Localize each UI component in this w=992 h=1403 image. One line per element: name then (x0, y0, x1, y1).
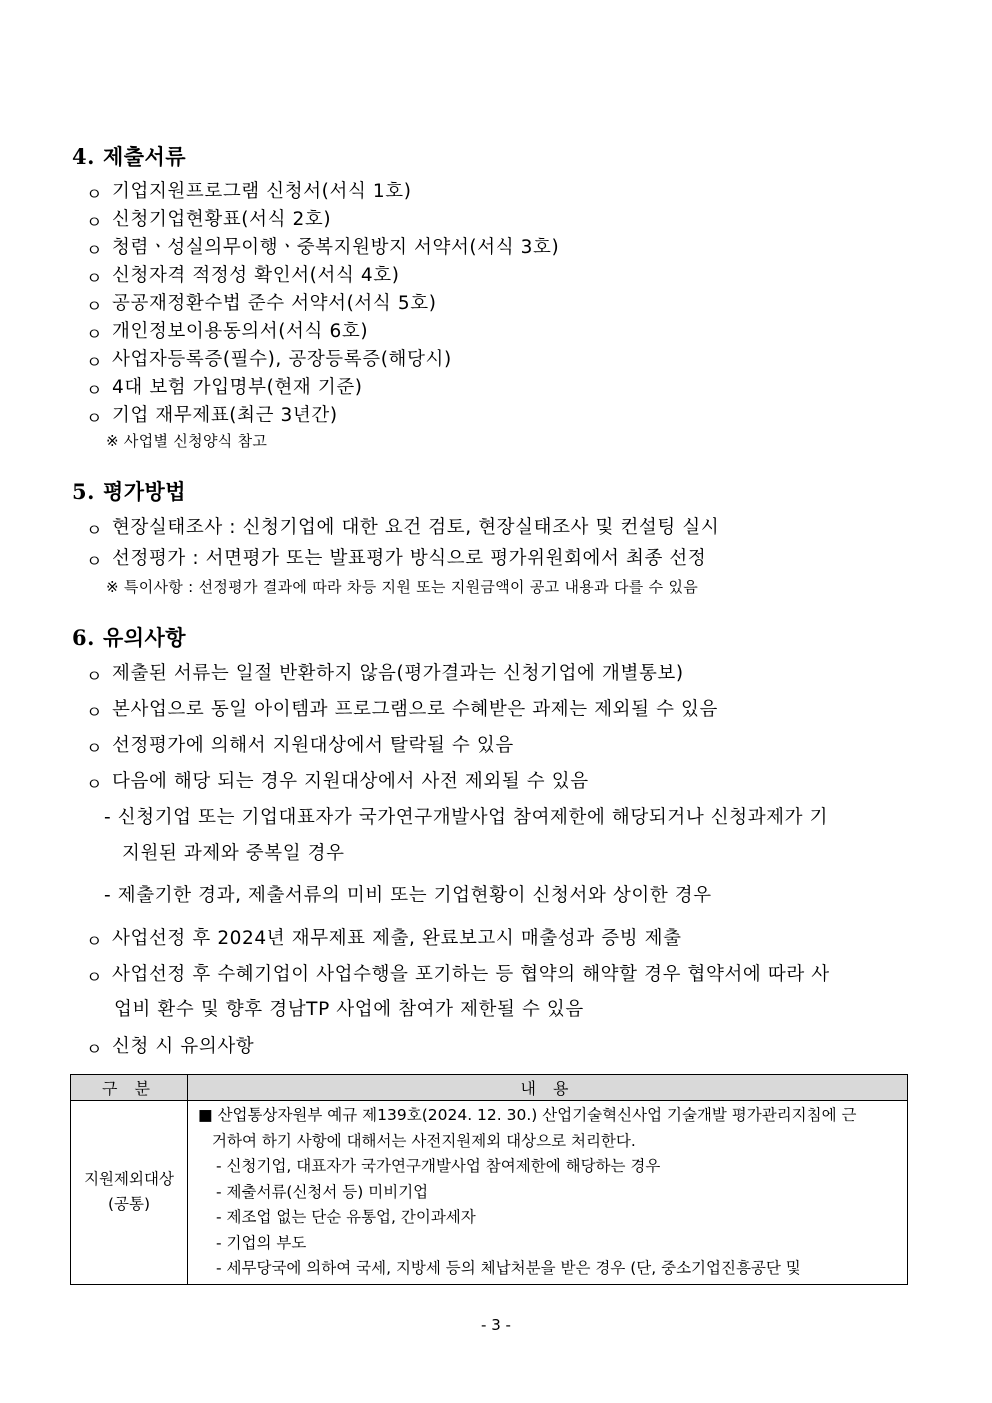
note: ※ 사업별 신청양식 참고 (106, 432, 268, 450)
bullet: ㅇ (86, 1040, 103, 1060)
table-cell-content (188, 1101, 908, 1285)
bullet: ㅇ (86, 185, 103, 205)
table-text-line: 거하여 하기 사항에 대해서는 사전지원제외 대상으로 처리한다. (212, 1131, 636, 1150)
bullet: ㅇ (86, 213, 103, 233)
bullet: ㅇ (86, 667, 103, 687)
bullet: ㅇ (86, 241, 103, 261)
table-header-row (71, 1075, 908, 1101)
list-item: 개인정보이용동의서(서식 6호) (112, 321, 369, 342)
bullet: ㅇ (86, 703, 103, 723)
section-title: 제출서류 (102, 144, 187, 169)
table-header-category: 구 분 (71, 1075, 188, 1101)
bullet: ㅇ (86, 521, 103, 541)
page-number: - 3 - (481, 1316, 511, 1334)
section-number: 5. (72, 479, 95, 504)
sub-item-continuation: 지원된 과제와 중복일 경우 (122, 843, 345, 864)
bullet: ㅇ (86, 297, 103, 317)
list-item: 선정평가에 의해서 지원대상에서 탈락될 수 있음 (112, 735, 514, 756)
bullet: ㅇ (86, 353, 103, 373)
table-cell-category (71, 1101, 188, 1285)
bullet: ㅇ (86, 552, 103, 572)
section-title: 평가방법 (102, 479, 187, 504)
list-item: 기업지원프로그램 신청서(서식 1호) (112, 181, 412, 202)
list-item: 현장실태조사 : 신청기업에 대한 요건 검토, 현장실태조사 및 컨설팅 실시 (112, 517, 720, 538)
list-item: 사업선정 후 수혜기업이 사업수행을 포기하는 등 협약의 해약할 경우 협약서에 따라 사 (112, 964, 830, 985)
table-header-content: 내 용 (188, 1075, 908, 1101)
sub-item: - 제출기한 경과, 제출서류의 미비 또는 기업현황이 신청서와 상이한 경우 (104, 885, 712, 906)
table-text-line: - 기업의 부도 (216, 1233, 307, 1252)
table-text-line: ■ 산업통상자원부 예규 제139호(2024. 12. 30.) 산업기술혁신사업 기술개발 평가관리지침에 근 (198, 1106, 857, 1124)
list-item: 다음에 해당 되는 경우 지원대상에서 사전 제외될 수 있음 (112, 771, 589, 792)
section-4-heading (72, 141, 186, 171)
sub-item: - 신청기업 또는 기업대표자가 국가연구개발사업 참여제한에 해당되거나 신청과제가 기 (104, 807, 829, 828)
bullet: ㅇ (86, 968, 103, 988)
list-item: 사업선정 후 2024년 재무제표 제출, 완료보고시 매출성과 증빙 제출 (112, 928, 682, 949)
list-item: 신청기업현황표(서식 2호) (112, 209, 332, 230)
bullet: ㅇ (86, 325, 103, 345)
list-item: 제출된 서류는 일절 반환하지 않음(평가결과는 신청기업에 개별통보) (112, 663, 684, 684)
section-6-heading (72, 622, 186, 652)
list-item: 선정평가 : 서면평가 또는 발표평가 방식으로 평가위원회에서 최종 선정 (112, 548, 707, 569)
list-item-continuation: 업비 환수 및 향후 경남TP 사업에 참여가 제한될 수 있음 (114, 999, 584, 1020)
section-number: 4. (72, 144, 95, 169)
bullet: ㅇ (86, 409, 103, 429)
bullet: ㅇ (86, 739, 103, 759)
category-label: 지원제외대상 (84, 1170, 174, 1189)
note: ※ 특이사항 : 선정평가 결과에 따라 차등 지원 또는 지원금액이 공고 내용과 다를 수 있음 (106, 578, 699, 596)
section-title: 유의사항 (102, 625, 187, 650)
list-item: 사업자등록증(필수), 공장등록증(해당시) (112, 349, 452, 370)
section-5-heading (72, 476, 186, 506)
list-item: 본사업으로 동일 아이템과 프로그램으로 수혜받은 과제는 제외될 수 있음 (112, 699, 718, 720)
table-text-line: - 세무당국에 의하여 국세, 지방세 등의 체납처분을 받은 경우 (단, 중소기업진흥공단 및 (216, 1259, 801, 1277)
section-number: 6. (72, 625, 95, 650)
bullet: ㅇ (86, 269, 103, 289)
list-item: 기업 재무제표(최근 3년간) (112, 405, 338, 426)
bullet: ㅇ (86, 381, 103, 401)
list-item: 신청 시 유의사항 (112, 1036, 255, 1057)
list-item: 청렴ㆍ성실의무이행ㆍ중복지원방지 서약서(서식 3호) (112, 237, 560, 258)
table-row (71, 1101, 908, 1285)
category-sublabel: (공통) (107, 1195, 151, 1214)
list-item: 신청자격 적정성 확인서(서식 4호) (112, 265, 400, 286)
table-text-line: - 제출서류(신청서 등) 미비기업 (216, 1182, 429, 1201)
exclusion-table (70, 1074, 908, 1285)
bullet: ㅇ (86, 932, 103, 952)
list-item: 공공재정환수법 준수 서약서(서식 5호) (112, 293, 437, 314)
bullet: ㅇ (86, 775, 103, 795)
list-item: 4대 보험 가입명부(현재 기준) (112, 377, 363, 398)
table-text-line: - 신청기업, 대표자가 국가연구개발사업 참여제한에 해당하는 경우 (216, 1157, 661, 1175)
table-text-line: - 제조업 없는 단순 유통업, 간이과세자 (216, 1208, 476, 1226)
